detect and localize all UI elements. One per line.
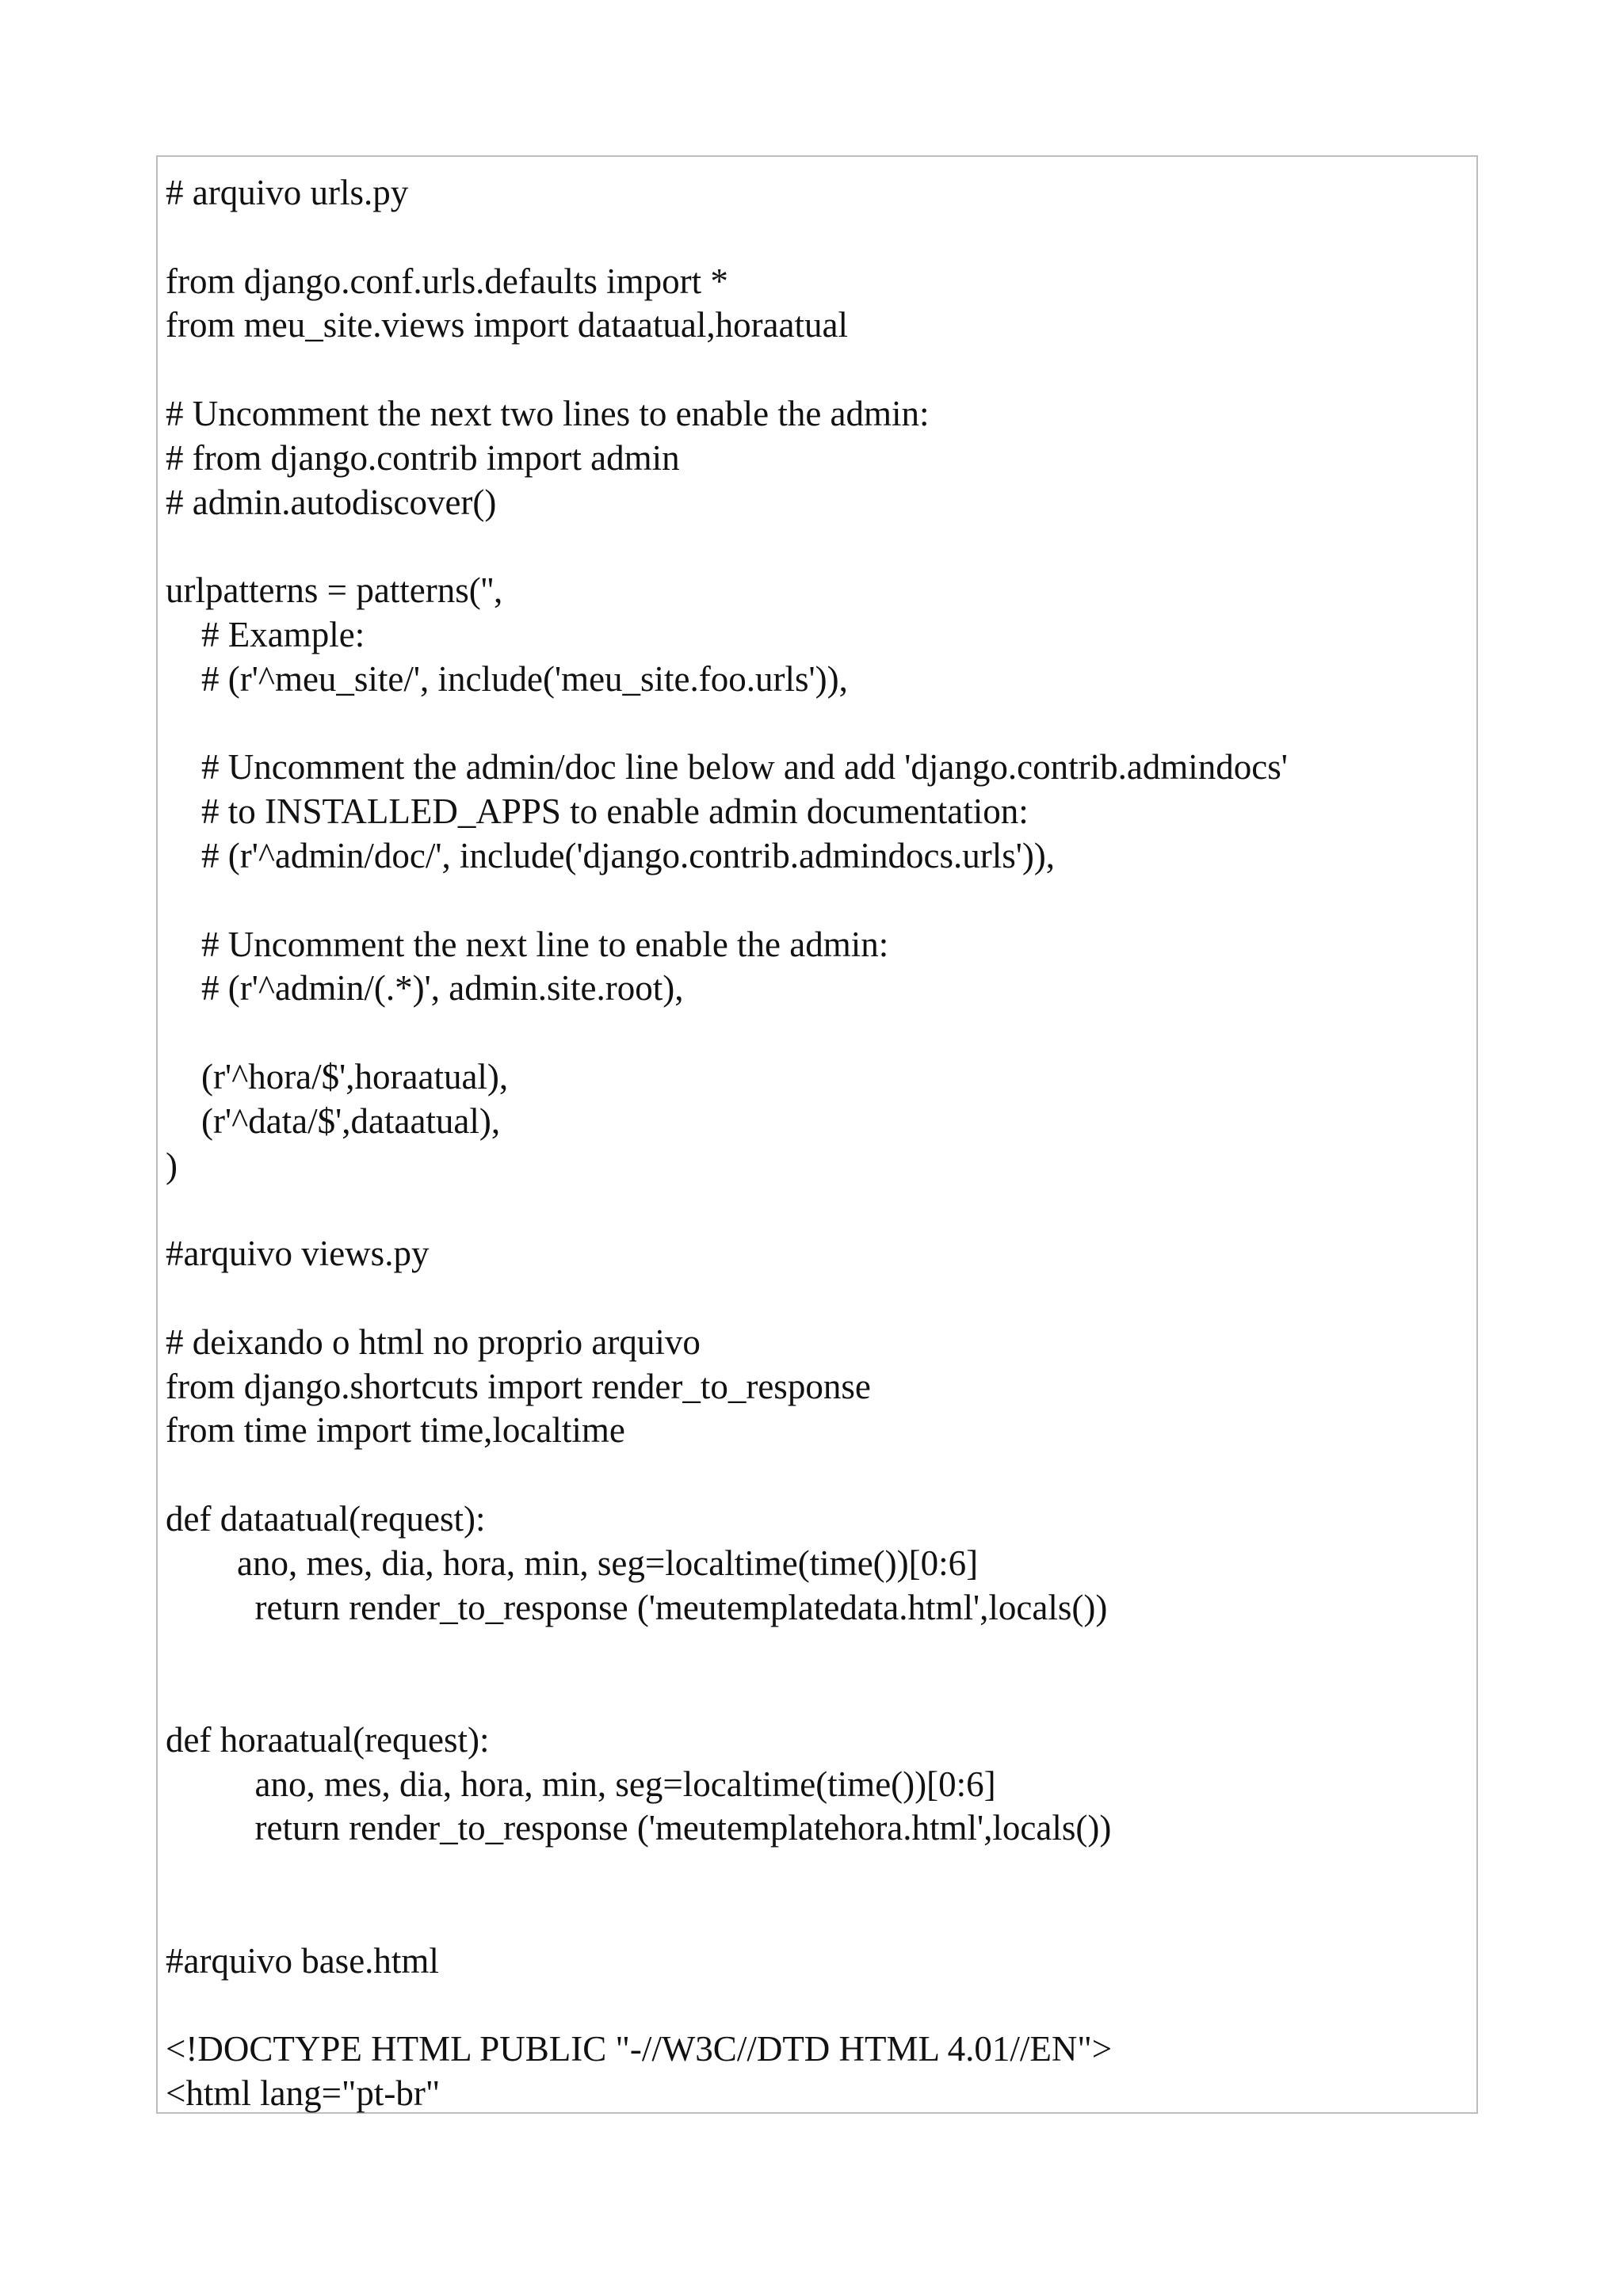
code-line: <html lang="pt-br" — [166, 2073, 441, 2114]
code-line: # Uncomment the next two lines to enable the admin: — [166, 393, 930, 433]
code-line: def horaatual(request): — [166, 1719, 490, 1760]
code-line — [166, 1895, 1468, 1939]
code-line: #arquivo views.py — [166, 1234, 430, 1274]
code-line — [166, 524, 1468, 569]
code-line — [166, 1674, 1468, 1718]
code-line: #arquivo base.html — [166, 1940, 439, 1981]
code-line: return render_to_response ('meutemplatehora.html',locals()) — [166, 1808, 1112, 1848]
code-line — [166, 1851, 1468, 1895]
code-line: # Example: — [166, 614, 365, 654]
code-line: from django.shortcuts import render_to_response — [166, 1366, 871, 1406]
code-line: # (r'^admin/(.*)', admin.site.root), — [166, 968, 684, 1009]
code-line: from time import time,localtime — [166, 1410, 625, 1451]
code-line: # (r'^admin/doc/', include('django.contrib.admindocs.urls')), — [166, 835, 1056, 875]
code-line: (r'^hora/$',horaatual), — [166, 1056, 509, 1097]
code-line — [166, 879, 1468, 923]
code-line: from django.conf.urls.defaults import * — [166, 261, 728, 301]
code-line: # (r'^meu_site/', include('meu_site.foo.urls')), — [166, 658, 848, 699]
code-line — [166, 1276, 1468, 1321]
code-line — [166, 215, 1468, 260]
code-document-frame — [156, 155, 1478, 2114]
code-line — [166, 1453, 1468, 1497]
code-line: (r'^data/$',dataatual), — [166, 1100, 501, 1141]
code-line — [166, 1188, 1468, 1232]
code-line: ano, mes, dia, hora, min, seg=localtime(time())[0:6] — [166, 1764, 996, 1804]
code-line: ) — [166, 1145, 178, 1185]
code-line — [166, 1984, 1468, 2028]
code-listing — [166, 171, 1468, 2116]
code-line — [166, 1630, 1468, 1674]
code-line — [166, 1011, 1468, 1055]
code-line: from meu_site.views import dataatual,horaatual — [166, 305, 848, 345]
code-line — [166, 348, 1468, 392]
code-line: return render_to_response ('meutemplatedata.html',locals()) — [166, 1587, 1108, 1627]
code-line: def dataatual(request): — [166, 1498, 486, 1539]
code-line: # deixando o html no proprio arquivo — [166, 1322, 701, 1362]
code-line: # from django.contrib import admin — [166, 437, 680, 478]
code-line: # arquivo urls.py — [166, 173, 409, 212]
code-line: <!DOCTYPE HTML PUBLIC "-//W3C//DTD HTML 4.01//EN"> — [166, 2029, 1113, 2069]
code-line: # Uncomment the admin/doc line below and add 'django.contrib.admindocs' — [166, 747, 1288, 788]
code-line: ano, mes, dia, hora, min, seg=localtime(time())[0:6] — [166, 1543, 979, 1583]
code-line: # admin.autodiscover() — [166, 482, 497, 522]
code-line: urlpatterns = patterns('', — [166, 570, 503, 611]
code-line: # Uncomment the next line to enable the admin: — [166, 924, 889, 964]
code-line — [166, 702, 1468, 746]
code-line: # to INSTALLED_APPS to enable admin documentation: — [166, 791, 1029, 832]
